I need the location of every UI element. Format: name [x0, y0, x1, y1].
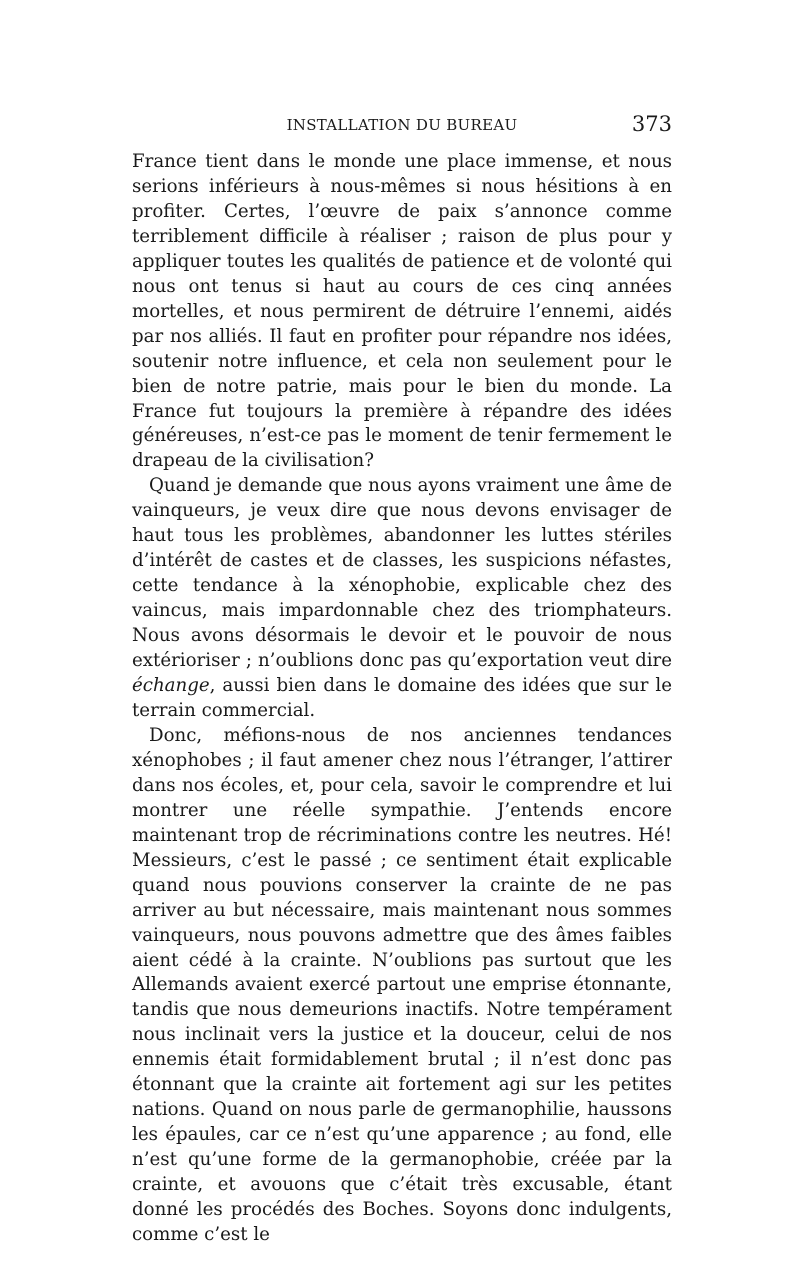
paragraph-2-text-after: , aussi bien dans le domaine des idées que sur le terrain commercial. — [132, 675, 672, 721]
paragraph-3: Donc, méfions-nous de nos anciennes tendances xénophobes ; il faut amener chez nous l’étranger, l’attirer dans nos écoles, et, pour cela, savoir le comprendre et lui montrer une réelle sympathie. J’entends encore maintenant trop de récriminations contre les neutres. Hé! Messieurs, c’est le passé ; ce sentiment était explicable quand nous pouvions conserver la crainte de ne pas arriver au but nécessaire, mais maintenant nous sommes vainqueurs, nous pouvons admettre que des âmes faibles aient cédé à la crainte. N’oublions pas surtout que les Allemands avaient exercé partout une emprise étonnante, tandis que nous demeurions inactifs. Notre tempérament nous inclinait vers la justice et la douceur, celui de nos ennemis était formidablement brutal ; il n’est donc pas étonnant que la crainte ait fortement agi sur les petites nations. Quand on nous parle de germanophilie, haussons les épaules, car ce n’est qu’une apparence ; au fond, elle n’est qu’une forme de la germanophobie, créée par la crainte, et avouons que c’était très excusable, étant donné les procédés des Boches. Soyons donc indulgents, comme c’est le — [132, 724, 672, 1245]
body-text — [132, 150, 672, 1248]
running-title: INSTALLATION DU BUREAU — [286, 116, 518, 134]
page-number: 373 — [631, 112, 672, 136]
emphasis-echange: échange — [132, 675, 210, 697]
paragraph-1: France tient dans le monde une place immense, et nous serions inférieurs à nous-mêmes si nous hésitions à en profiter. Certes, l’œuvre de paix s’annonce comme terriblement difficile à réaliser ; raison de plus pour y appliquer toutes les qualités de patience et de volonté qui nous ont tenus si haut au cours de ces cinq années mortelles, et nous permirent de détruire l’ennemi, aidés par nos alliés. Il faut en profiter pour répandre nos idées, soutenir notre influence, et cela non seulement pour le bien de notre patrie, mais pour le bien du monde. La France fut toujours la première à répandre des idées généreuses, n’est-ce pas le moment de tenir fermement le drapeau de la civilisation? — [132, 151, 672, 472]
paragraph-2-text-before: Quand je demande que nous ayons vraiment une âme de vainqueurs, je veux dire que nous devons envisager de haut tous les problèmes, abandonner les luttes stériles d’intérêt de castes et de classes, les suspicions néfastes, cette tendance à la xénophobie, explicable chez des vaincus, mais impardonnable chez des triomphateurs. Nous avons désormais le devoir et le pouvoir de nous extérioriser ; n’oublions donc pas qu’exportation veut dire — [132, 475, 672, 672]
page-header — [132, 112, 672, 140]
paragraph-2 — [132, 474, 672, 724]
